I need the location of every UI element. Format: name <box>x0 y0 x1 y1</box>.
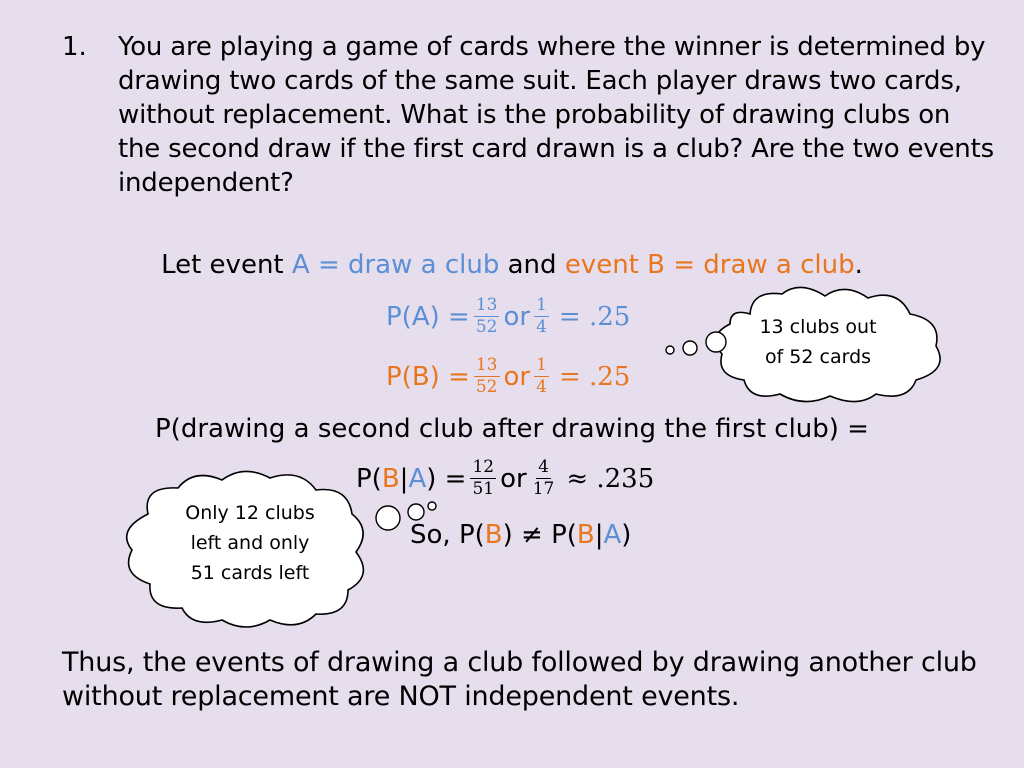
pba-fraction-2 <box>531 458 557 499</box>
so-b2: B <box>576 520 595 550</box>
pba-fraction-1 <box>470 458 496 499</box>
cloud-right-text <box>738 312 898 372</box>
pb-den2: 4 <box>536 377 547 397</box>
cloud-left-line2: left and only <box>190 532 310 554</box>
pba-close: ) = <box>426 463 467 494</box>
pb-label: P(B) = <box>386 361 470 392</box>
pba-den2: 17 <box>532 479 555 499</box>
pa-label: P(A) = <box>386 301 470 332</box>
cloud-left-line1: Only 12 clubs <box>185 502 315 524</box>
pba-a: A <box>408 463 427 494</box>
so-bar: | <box>594 520 604 550</box>
events-suffix: . <box>854 250 863 280</box>
question-number: 1. <box>62 32 87 62</box>
pa-fraction-2 <box>534 296 549 337</box>
cloud-right-line2: of 52 cards <box>764 346 872 368</box>
so-prefix: So, P( <box>410 520 485 550</box>
so-close: ) <box>621 520 632 550</box>
pba-den1: 51 <box>472 479 495 499</box>
pb-result: = .25 <box>558 361 631 392</box>
pa-result: = .25 <box>558 301 631 332</box>
pa-or: or <box>503 301 531 332</box>
pb-num1: 13 <box>475 355 498 375</box>
pa-num1: 13 <box>475 295 498 315</box>
cloud-right-line1: 13 clubs out <box>759 316 877 338</box>
pba-result: ≈ .235 <box>566 463 655 494</box>
so-b1: B <box>484 520 503 550</box>
question-text: You are playing a game of cards where the winner is determined by drawing two cards of the same suit. Each player draws two cards, without replacement. What is the probability of drawing clubs on the second draw if the first card drawn is a club? Are the two events independent? <box>118 32 994 198</box>
thought-bubble-medium <box>408 504 424 520</box>
cloud-left-text <box>142 498 358 588</box>
thought-bubble-large <box>706 332 726 352</box>
second-club-statement: P(drawing a second club after drawing the first club) = <box>155 414 869 444</box>
cloud-left-line3: 51 cards left <box>190 562 310 584</box>
events-middle: and <box>499 250 565 280</box>
pa-equation <box>386 296 630 337</box>
pb-fraction-2 <box>534 356 549 397</box>
events-prefix: Let event <box>161 250 292 280</box>
pa-den1: 52 <box>475 317 498 337</box>
pb-equation <box>386 356 630 397</box>
pba-bar: | <box>399 463 409 494</box>
event-a-definition: A = draw a club <box>291 250 500 280</box>
pb-or: or <box>503 361 531 392</box>
pa-num2: 1 <box>536 295 547 315</box>
pba-or: or <box>500 463 527 494</box>
conclusion-text: Thus, the events of drawing a club followed by drawing another club without replacement are NOT independent events. <box>62 647 977 712</box>
event-b-definition: event B = draw a club <box>564 250 855 280</box>
pb-num2: 1 <box>536 355 547 375</box>
pba-open: P( <box>356 463 382 494</box>
pba-num1: 12 <box>472 457 495 477</box>
so-mid: ) ≠ P( <box>502 520 577 550</box>
pb-den1: 52 <box>475 377 498 397</box>
pa-fraction-1 <box>474 296 500 337</box>
thought-bubble-small <box>428 502 436 510</box>
pba-b: B <box>381 463 400 494</box>
so-a: A <box>603 520 622 550</box>
pba-num2: 4 <box>538 457 549 477</box>
thought-bubble-medium <box>683 341 697 355</box>
thought-bubble-small <box>666 346 674 354</box>
thought-bubble-large <box>376 506 400 530</box>
pb-fraction-1 <box>474 356 500 397</box>
events-definition <box>0 250 1024 280</box>
pa-den2: 4 <box>536 317 547 337</box>
